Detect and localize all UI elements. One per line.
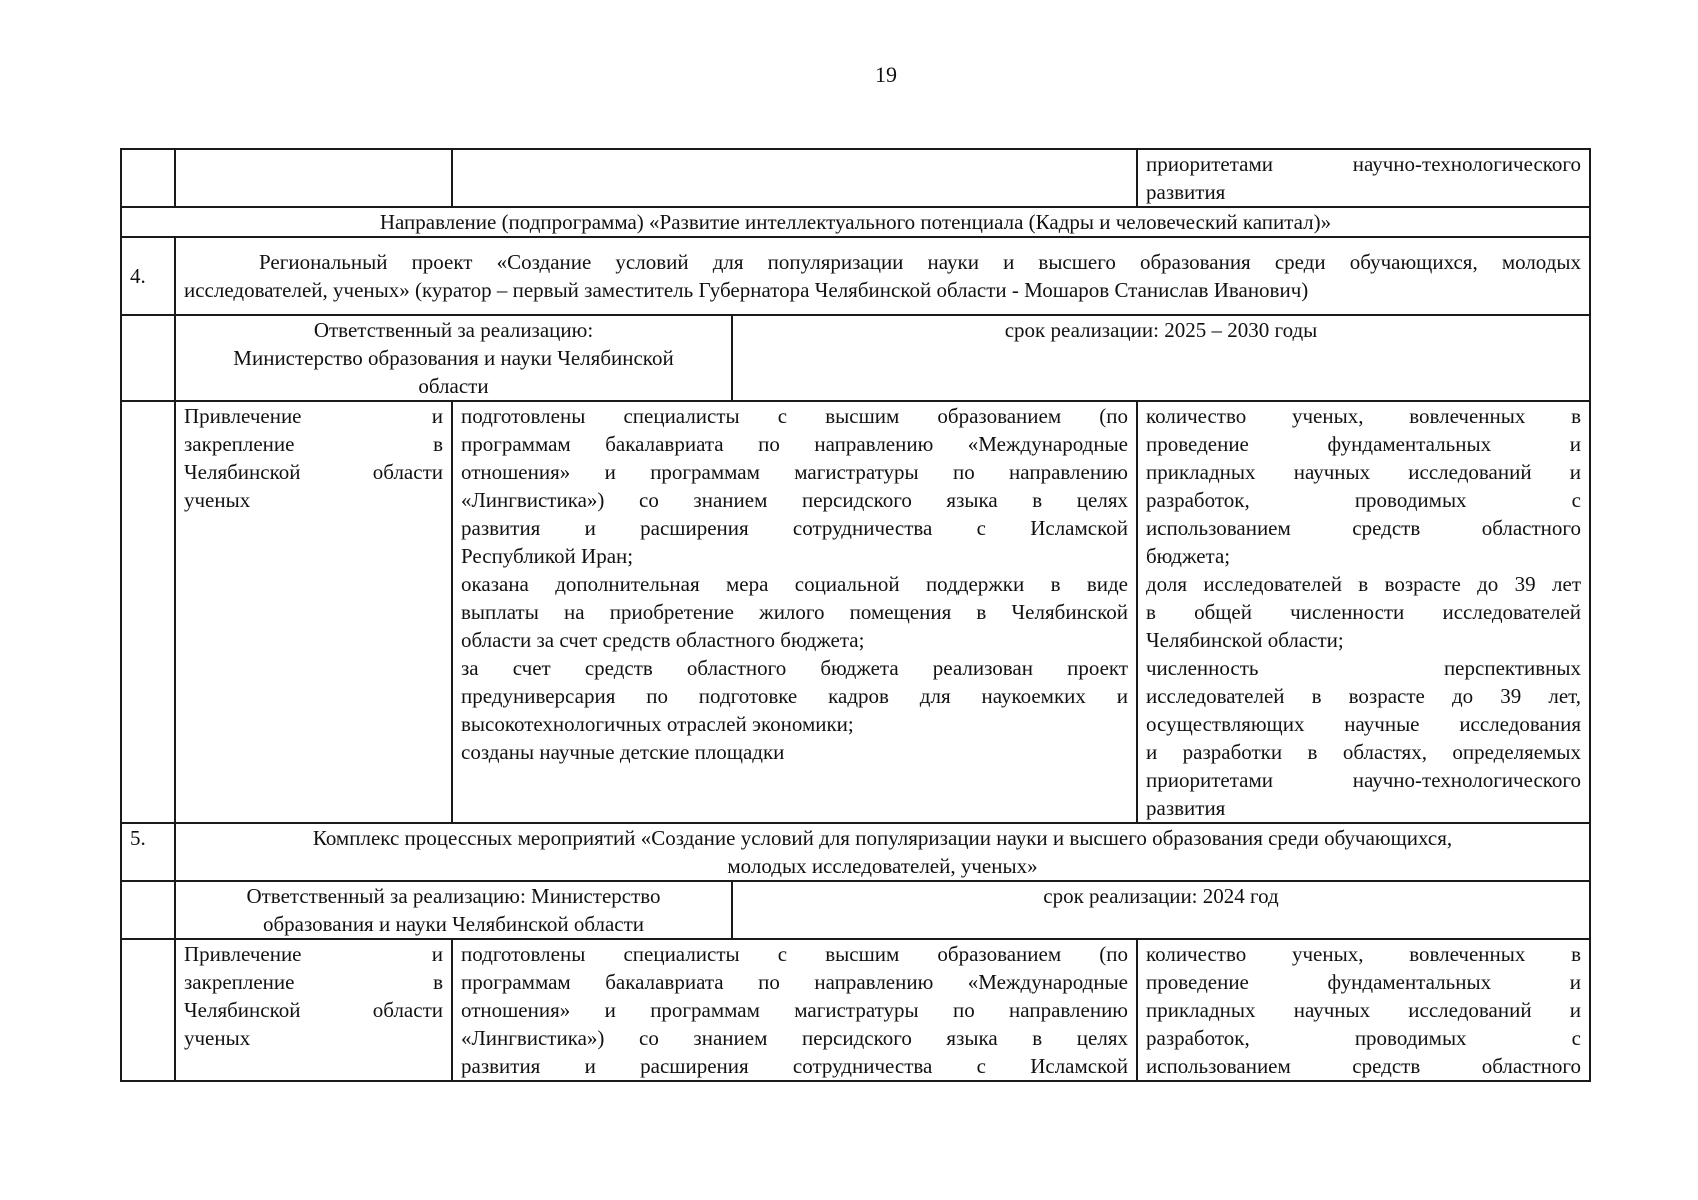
responsible-line: Ответственный за реализацию: Министерство xyxy=(246,884,661,908)
complex-5-title xyxy=(175,823,1590,881)
table-row-complex-5-content xyxy=(121,939,1590,1081)
cell-number-empty xyxy=(121,401,175,823)
responsible-cell xyxy=(175,881,732,939)
task-line: Челябинской области xyxy=(184,460,443,484)
result-line: «Лингвистика») со знанием персидского языка в целях xyxy=(461,1026,1128,1050)
indicators-cell xyxy=(1137,939,1590,1081)
cell-task-empty xyxy=(175,149,452,207)
complex-title-line: молодых исследователей, ученых» xyxy=(727,854,1038,878)
cell-indicators-continued xyxy=(1137,149,1590,207)
indicator-line: развития xyxy=(1146,796,1226,820)
indicator-line: количество ученых, вовлеченных в xyxy=(1146,404,1581,428)
indicator-line: доля исследователей в возрасте до 39 лет xyxy=(1146,572,1581,596)
table-row-direction xyxy=(121,207,1590,237)
result-line: «Лингвистика») со знанием персидского языка в целях xyxy=(461,488,1128,512)
project-4-title xyxy=(175,237,1590,315)
term-cell: срок реализации: 2025 – 2030 годы xyxy=(732,315,1590,401)
responsible-line: Министерство образования и науки Челябинской xyxy=(233,346,674,370)
result-line: высокотехнологичных отраслей экономики; xyxy=(461,712,854,736)
result-line: подготовлены специалисты с высшим образованием (по xyxy=(461,404,1128,428)
table-row-complex-5 xyxy=(121,823,1590,881)
cell-number-empty xyxy=(121,939,175,1081)
indicator-line: приоритетами научно-технологического xyxy=(1146,152,1581,176)
table-row-project-4 xyxy=(121,237,1590,315)
task-line: закрепление в xyxy=(184,432,443,456)
result-line: программам бакалавриата по направлению «Международные xyxy=(461,970,1128,994)
project-title-line: Региональный проект «Создание условий для популяризации науки и высшего образования среди обучающихся, молодых xyxy=(259,250,1581,274)
table-row-project-4-content xyxy=(121,401,1590,823)
task-line: ученых xyxy=(184,1026,251,1050)
task-line: Привлечение и xyxy=(184,942,443,966)
table-row-continuation xyxy=(121,149,1590,207)
responsible-line: области xyxy=(418,374,489,398)
result-line: развития и расширения сотрудничества с Исламской xyxy=(461,516,1128,540)
indicator-line: Челябинской области; xyxy=(1146,628,1344,652)
responsible-cell xyxy=(175,315,732,401)
result-line: отношения» и программам магистратуры по направлению xyxy=(461,460,1128,484)
task-line: закрепление в xyxy=(184,970,443,994)
term-cell: срок реализации: 2024 год xyxy=(732,881,1590,939)
result-line: за счет средств областного бюджета реализован проект xyxy=(461,656,1128,680)
result-line: развития и расширения сотрудничества с Исламской xyxy=(461,1054,1128,1078)
indicator-line: прикладных научных исследований и xyxy=(1146,460,1581,484)
indicators-cell xyxy=(1137,401,1590,823)
result-line: программам бакалавриата по направлению «Международные xyxy=(461,432,1128,456)
results-cell xyxy=(452,939,1137,1081)
responsible-line: образования и науки Челябинской области xyxy=(262,912,645,936)
complex-title-line: Комплекс процессных мероприятий «Создание условий для популяризации науки и высшего образования среди обучающихся, xyxy=(312,826,1453,850)
result-line: созданы научные детские площадки xyxy=(461,740,785,764)
task-line: Челябинской области xyxy=(184,998,443,1022)
project-title-line: исследователей, ученых» (куратор – первый заместитель Губернатора Челябинской области - Мошаров Станислав Иванович) xyxy=(184,278,1309,302)
page-number: 19 xyxy=(875,62,897,87)
table-row-project-4-responsible xyxy=(121,315,1590,401)
task-line: Привлечение и xyxy=(184,404,443,428)
indicator-line: разработок, проводимых с xyxy=(1146,1026,1581,1050)
cell-results-empty xyxy=(452,149,1137,207)
result-line: области за счет средств областного бюджета; xyxy=(461,628,865,652)
indicator-line: исследователей в возрасте до 39 лет, xyxy=(1146,684,1581,708)
cell-number-empty xyxy=(121,315,175,401)
indicator-line: численность перспективных xyxy=(1146,656,1581,680)
result-line: оказана дополнительная мера социальной поддержки в виде xyxy=(461,572,1128,596)
direction-title: Направление (подпрограмма) «Развитие интеллектуального потенциала (Кадры и человеческий капитал)» xyxy=(121,207,1590,237)
result-line: предуниверсария по подготовке кадров для наукоемких и xyxy=(461,684,1128,708)
indicator-line: в общей численности исследователей xyxy=(1146,600,1581,624)
task-line: ученых xyxy=(184,488,251,512)
result-line: выплаты на приобретение жилого помещения в Челябинской xyxy=(461,600,1128,624)
indicator-line: использованием средств областного xyxy=(1146,516,1581,540)
result-line: Республикой Иран; xyxy=(461,544,634,568)
result-line: отношения» и программам магистратуры по направлению xyxy=(461,998,1128,1022)
table-row-complex-5-responsible xyxy=(121,881,1590,939)
indicator-line: использованием средств областного xyxy=(1146,1054,1581,1078)
indicator-line: разработок, проводимых с xyxy=(1146,488,1581,512)
cell-number-empty xyxy=(121,881,175,939)
results-cell xyxy=(452,401,1137,823)
row-number: 4. xyxy=(121,237,175,315)
result-line: подготовлены специалисты с высшим образованием (по xyxy=(461,942,1128,966)
indicator-line: осуществляющих научные исследования xyxy=(1146,712,1581,736)
indicator-line: прикладных научных исследований и xyxy=(1146,998,1581,1022)
task-cell xyxy=(175,401,452,823)
cell-number-empty xyxy=(121,149,175,207)
responsible-line: Ответственный за реализацию: xyxy=(313,318,594,342)
indicator-line: проведение фундаментальных и xyxy=(1146,432,1581,456)
indicator-line: и разработки в областях, определяемых xyxy=(1146,740,1581,764)
indicator-line: количество ученых, вовлеченных в xyxy=(1146,942,1581,966)
row-number: 5. xyxy=(121,823,175,881)
indicator-line: развития xyxy=(1146,180,1226,204)
indicator-line: приоритетами научно-технологического xyxy=(1146,768,1581,792)
task-cell xyxy=(175,939,452,1081)
indicator-line: проведение фундаментальных и xyxy=(1146,970,1581,994)
indicator-line: бюджета; xyxy=(1146,544,1231,568)
program-table xyxy=(120,148,1591,1082)
